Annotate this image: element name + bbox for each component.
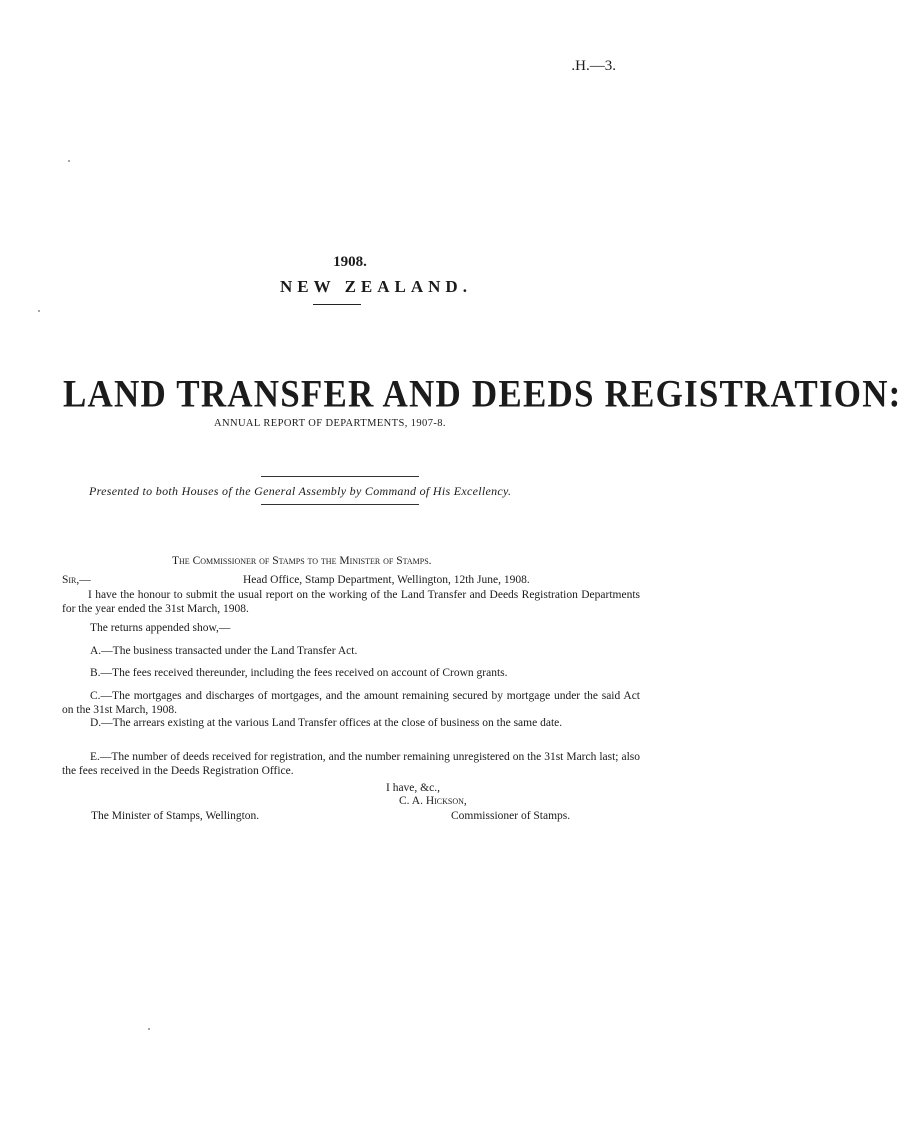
signer-name: C. A. Hickson, — [399, 795, 467, 807]
divider-rule-top — [261, 476, 419, 477]
letter-address: Head Office, Stamp Department, Wellington, 12th June, 1908. — [243, 574, 530, 586]
list-item: B.—The fees received thereunder, including the fees received on account of Crown grants. — [90, 667, 508, 679]
presented-line: Presented to both Houses of the General Assembly by Command of His Excellency. — [89, 484, 512, 498]
list-item: C.—The mortgages and discharges of mortgages, and the amount remaining secured by mortgage under the said Act on the 31st March, 1908. — [62, 690, 640, 716]
country-name: NEW ZEALAND. — [280, 277, 472, 296]
report-subtitle: ANNUAL REPORT OF DEPARTMENTS, 1907-8. — [214, 418, 446, 429]
paragraph: The returns appended show,— — [90, 622, 231, 634]
list-item: D.—The arrears existing at the various Land Transfer offices at the close of business on the same date. — [90, 717, 563, 729]
paper-speck — [148, 1028, 150, 1030]
divider-rule-bottom — [261, 504, 419, 505]
paper-speck — [68, 160, 70, 162]
paragraph: I have the honour to submit the usual report on the working of the Land Transfer and Deeds Registration Departments for the year ended the 31st March, 1908. — [62, 589, 640, 615]
addressee: The Minister of Stamps, Wellington. — [91, 810, 260, 822]
list-item: A.—The business transacted under the Land Transfer Act. — [90, 645, 358, 657]
letter-heading: The Commissioner of Stamps to the Minister of Stamps. — [172, 555, 432, 567]
closing: I have, &c., — [386, 782, 440, 794]
report-title: LAND TRANSFER AND DEEDS REGISTRATION: — [63, 372, 902, 416]
salutation: Sir,— — [62, 574, 91, 586]
list-item: E.—The number of deeds received for registration, and the number remaining unregistered on the 31st March last; also the fees received in the Deeds Registration Office. — [62, 751, 640, 777]
signer-title: Commissioner of Stamps. — [451, 810, 571, 822]
paper-speck — [38, 310, 40, 312]
page-reference: .H.—3. — [571, 58, 616, 74]
divider-rule — [313, 304, 361, 305]
report-year: 1908. — [333, 254, 367, 270]
